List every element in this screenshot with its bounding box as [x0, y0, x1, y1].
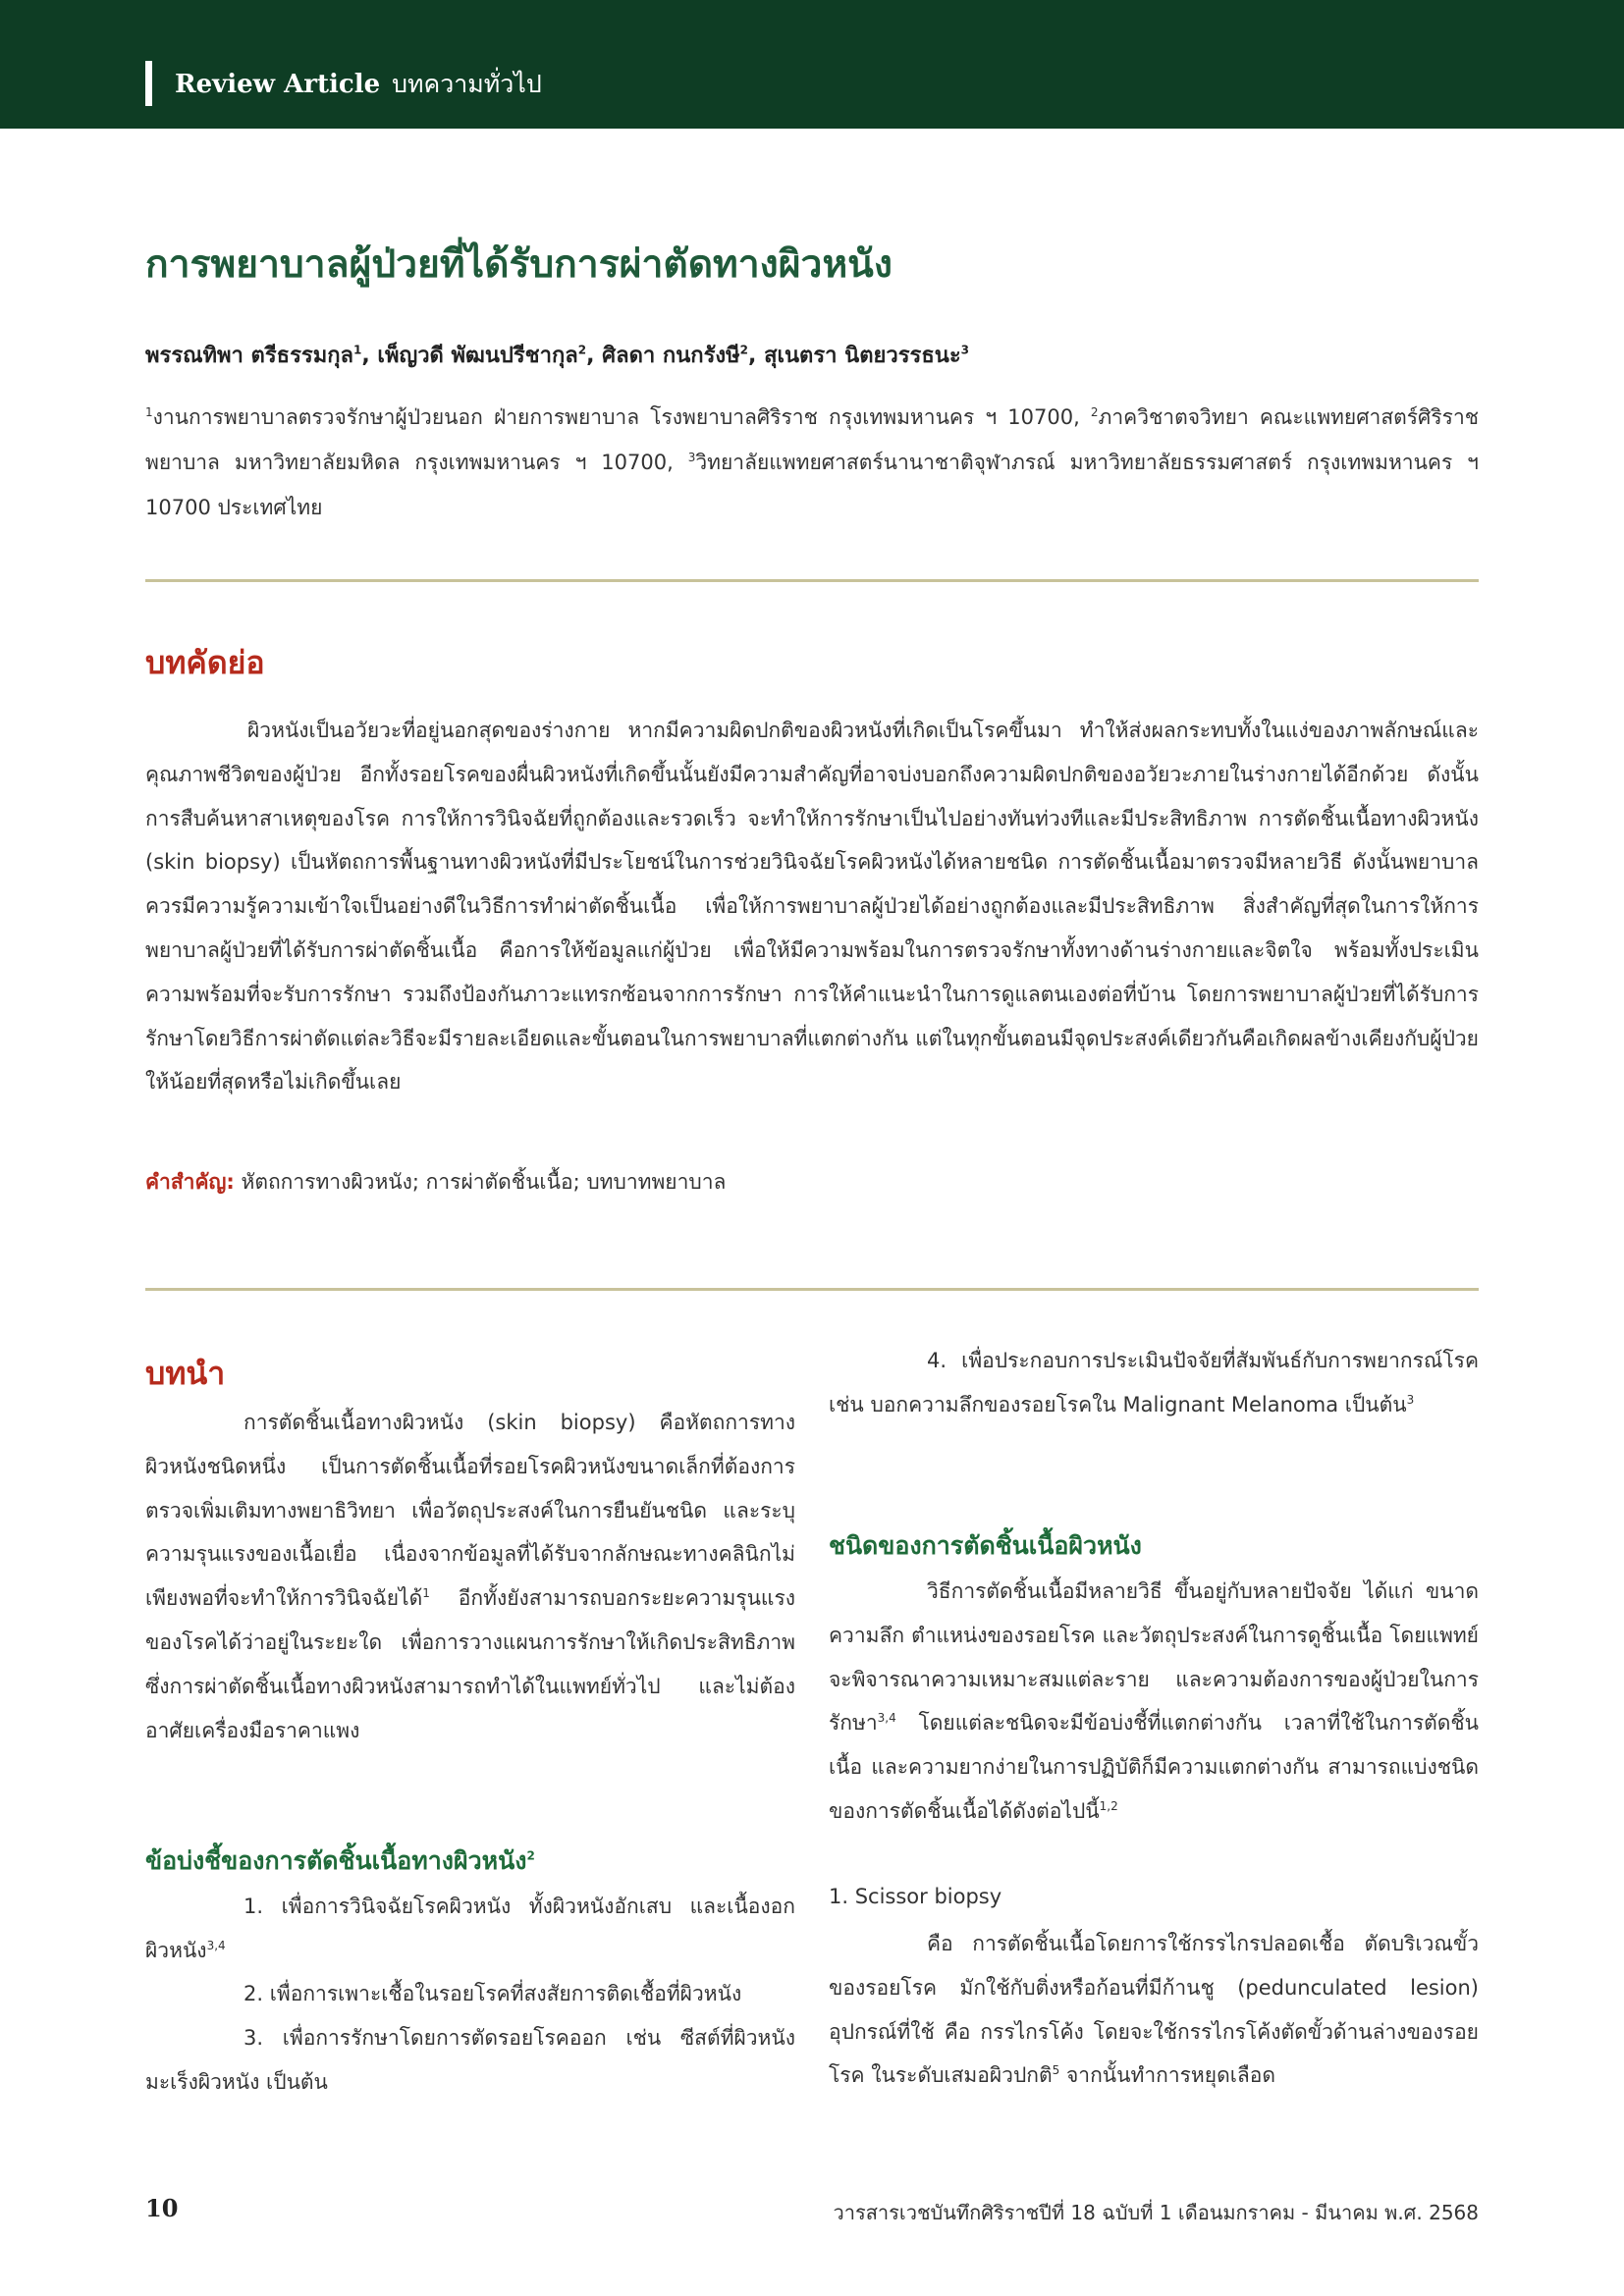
author-name: สุเนตรา นิตยวรรธนะ	[764, 344, 961, 368]
section-label	[175, 65, 542, 104]
indications-heading-text: ข้อบ่งชี้ของการตัดชิ้นเนื้อทางผิวหนัง	[145, 1846, 527, 1875]
types-paragraph	[829, 1570, 1479, 1834]
journal-footer: วารสารเวชบันทึกศิริราชปีที่ 18 ฉบับที่ 1 เดือนมกราคม - มีนาคม พ.ศ. 2568	[833, 2201, 1479, 2224]
abstract-heading: บทคัดย่อ	[145, 644, 265, 681]
page-number: 10	[145, 2194, 179, 2222]
keywords	[145, 1166, 726, 1199]
types-sup: 3,4	[877, 1711, 896, 1726]
header-accent-bar	[145, 61, 152, 106]
affil-sup: 1	[145, 405, 153, 419]
divider-bottom	[145, 1288, 1479, 1291]
list-item-text: 4. เพื่อประกอบการประเมินปัจจัยที่สัมพันธ์กับการพยากรณ์โรค เช่น บอกความลึกของรอยโรคใน Malignant Melanoma เป็นต้น	[829, 1349, 1479, 1416]
affiliation: งานการพยาบาลตรวจรักษาผู้ป่วยนอก ฝ่ายการพยาบาล โรงพยาบาลศิริราช กรุงเทพมหานคร ฯ 10700,	[152, 405, 1091, 429]
scissor-heading: 1. Scissor biopsy	[829, 1885, 1002, 1908]
types-text-cont: โดยแต่ละชนิดจะมีข้อบ่งชี้ที่แตกต่างกัน เวลาที่ใช้ในการตัดชิ้นเนื้อ และความยากง่ายในการปฏิบัติก็มีความแตกต่างกัน สามารถแบ่งชนิดของการตัดชิ้นเนื้อได้ดังต่อไปนี้	[829, 1711, 1479, 1823]
keywords-label: คำสำคัญ:	[145, 1170, 235, 1194]
indications-sup: 2	[526, 1848, 535, 1863]
author-sup: 2	[739, 343, 749, 357]
list-item-text: 2. เพื่อการเพาะเชื้อในรอยโรคที่สงสัยการติดเชื้อที่ผิวหนัง	[244, 1982, 742, 2005]
author-name: เพ็ญวดี พัฒนปรีชากุล	[377, 344, 578, 368]
affiliation: วิทยาลัยแพทยศาสตร์นานาชาติจุฬาภรณ์ มหาวิทยาลัยธรรมศาสตร์ กรุงเทพมหานคร ฯ 10700 ประเทศไทย	[145, 451, 1479, 519]
intro-sup: 1	[422, 1586, 430, 1601]
list-item	[829, 1339, 1479, 1427]
divider-top	[145, 579, 1479, 582]
list-item	[145, 1885, 795, 1973]
types-text: วิธีการตัดชิ้นเนื้อมีหลายวิธี ขึ้นอยู่กับหลายปัจจัย ได้แก่ ขนาด ความลึก ตำแหน่งของรอยโรค และวัตถุประสงค์ในการดูชิ้นเนื้อ โดยแพทย์จะพิจารณาความเหมาะสมแต่ละราย และความต้องการของผู้ป่วยในการรักษา	[829, 1579, 1479, 1735]
article-title: การพยาบาลผู้ป่วยที่ได้รับการผ่าตัดทางผิวหนัง	[145, 242, 893, 287]
types-sup: 1,2	[1099, 1798, 1118, 1813]
author-sup: 3	[960, 343, 970, 357]
author-name: พรรณทิพา ตรีธรรมกุล	[145, 344, 354, 368]
affiliations	[145, 395, 1479, 530]
scissor-paragraph	[829, 1922, 1479, 2098]
list-item	[145, 2016, 795, 2105]
author-sup: 2	[577, 343, 587, 357]
intro-text-cont: อีกทั้งยังสามารถบอกระยะความรุนแรงของโรคได้ว่าอยู่ในระยะใด เพื่อการวางแผนการรักษาให้เกิดประสิทธิภาพ ซึ่งการผ่าตัดชิ้นเนื้อทางผิวหนังสามารถทำได้ในแพทย์ทั่วไป และไม่ต้องอาศัยเครื่องมือราคาแพง	[145, 1586, 795, 1742]
keywords-text: หัตถการทางผิวหนัง; การผ่าตัดชิ้นเนื้อ; บทบาทพยาบาล	[241, 1170, 727, 1194]
list-item-text: 3. เพื่อการรักษาโดยการตัดรอยโรคออก เช่น ซีสต์ที่ผิวหนัง มะเร็งผิวหนัง เป็นต้น	[145, 2026, 795, 2094]
list-item-text: 1. เพื่อการวินิจฉัยโรคผิวหนัง ทั้งผิวหนังอักเสบ และเนื้องอกผิวหนัง	[145, 1895, 795, 1962]
affiliation: ภาควิชาตจวิทยา คณะแพทยศาสตร์ศิริราชพยาบาล มหาวิทยาลัยมหิดล กรุงเทพมหานคร ฯ 10700,	[145, 405, 1479, 474]
types-heading: ชนิดของการตัดชิ้นเนื้อผิวหนัง	[829, 1531, 1142, 1560]
intro-heading: บทนำ	[145, 1355, 226, 1392]
scissor-text: คือ การตัดชิ้นเนื้อโดยการใช้กรรไกรปลอดเชื้อ ตัดบริเวณขั้วของรอยโรค มักใช้กับติ่งหรือก้อนที่มีก้านชู (pedunculated lesion) อุปกรณ์ที่ใช้ คือ กรรไกรโค้ง โดยจะใช้กรรไกรโค้งตัดขั้วด้านล่างของรอยโรค ในระดับเสมอผิวปกติ	[829, 1932, 1479, 2088]
scissor-sup: 5	[1052, 2063, 1060, 2078]
list-item	[244, 1972, 795, 2016]
intro-paragraph	[145, 1401, 795, 1752]
author-sup: 1	[353, 343, 362, 357]
list-item-sup: 3	[1406, 1392, 1415, 1407]
section-label-en: Review Article	[175, 70, 381, 99]
author-list: พรรณทิพา ตรีธรรมกุล$^1$, เพ็ญวดี พัฒนปรีชากุล$^2$, ศิลดา กนกรังษี$^2$, สุเนตรา นิตยวรรธนะ$^3$	[145, 343, 970, 368]
list-item-sup: 3,4	[206, 1938, 226, 1952]
intro-text: การตัดชิ้นเนื้อทางผิวหนัง (skin biopsy) คือหัตถการทางผิวหนังชนิดหนึ่ง เป็นการตัดชิ้นเนื้อที่รอยโรคผิวหนังขนาดเล็กที่ต้องการตรวจเพิ่มเติมทางพยาธิวิทยา เพื่อวัตถุประสงค์ในการยืนยันชนิด และระบุความรุนแรงของเนื้อเยื่อ เนื่องจากข้อมูลที่ได้รับจากลักษณะทางคลินิกไม่เพียงพอที่จะทำให้การวินิจฉัยได้	[145, 1411, 795, 1611]
scissor-text-cont: จากนั้นทำการหยุดเลือด	[1059, 2063, 1275, 2088]
indications-heading	[145, 1842, 535, 1881]
affil-sup: 2	[1090, 405, 1099, 419]
affil-sup: 3	[687, 451, 696, 464]
section-label-th: บทความทั่วไป	[392, 70, 542, 98]
author-name: ศิลดา กนกรังษี	[602, 344, 740, 368]
abstract-text: ผิวหนังเป็นอวัยวะที่อยู่นอกสุดของร่างกาย หากมีความผิดปกติของผิวหนังที่เกิดเป็นโรคขึ้นมา ทำให้ส่งผลกระทบทั้งในแง่ของภาพลักษณ์และคุณภาพชีวิตของผู้ป่วย อีกทั้งรอยโรคของผื่นผิวหนังที่เกิดขึ้นนั้นยังมีความสำคัญที่อาจบ่งบอกถึงความผิดปกติของอวัยวะภายในร่างกายได้อีกด้วย ดังนั้นการสืบค้นหาสาเหตุของโรค การให้การวินิจฉัยที่ถูกต้องและรวดเร็ว จะทำให้การรักษาเป็นไปอย่างทันท่วงทีและมีประสิทธิภาพ การตัดชิ้นเนื้อทางผิวหนัง (skin biopsy) เป็นหัตถการพื้นฐานทางผิวหนังที่มีประโยชน์ในการช่วยวินิจฉัยโรคผิวหนังได้หลายชนิด การตัดชิ้นเนื้อมาตรวจมีหลายวิธี ดังนั้นพยาบาลควรมีความรู้ความเข้าใจเป็นอย่างดีในวิธีการทำผ่าตัดชิ้นเนื้อ เพื่อให้การพยาบาลผู้ป่วยได้อย่างถูกต้องและมีประสิทธิภาพ สิ่งสำคัญที่สุดในการให้การพยาบาลผู้ป่วยที่ได้รับการผ่าตัดชิ้นเนื้อ คือการให้ข้อมูลแก่ผู้ป่วย เพื่อให้มีความพร้อมในการตรวจรักษาทั้งทางด้านร่างกายและจิตใจ พร้อมทั้งประเมินความพร้อมที่จะรับการรักษา รวมถึงป้องกันภาวะแทรกซ้อนจากการรักษา การให้คำแนะนำในการดูแลตนเองต่อที่บ้าน โดยการพยาบาลผู้ป่วยที่ได้รับการรักษาโดยวิธีการผ่าตัดแต่ละวิธีจะมีรายละเอียดและขั้นตอนในการพยาบาลที่แตกต่างกัน แต่ในทุกขั้นตอนมีจุดประสงค์เดียวกันคือเกิดผลข้างเคียงกับผู้ป่วยให้น้อยที่สุดหรือไม่เกิดขึ้นเลย	[145, 719, 1479, 1095]
